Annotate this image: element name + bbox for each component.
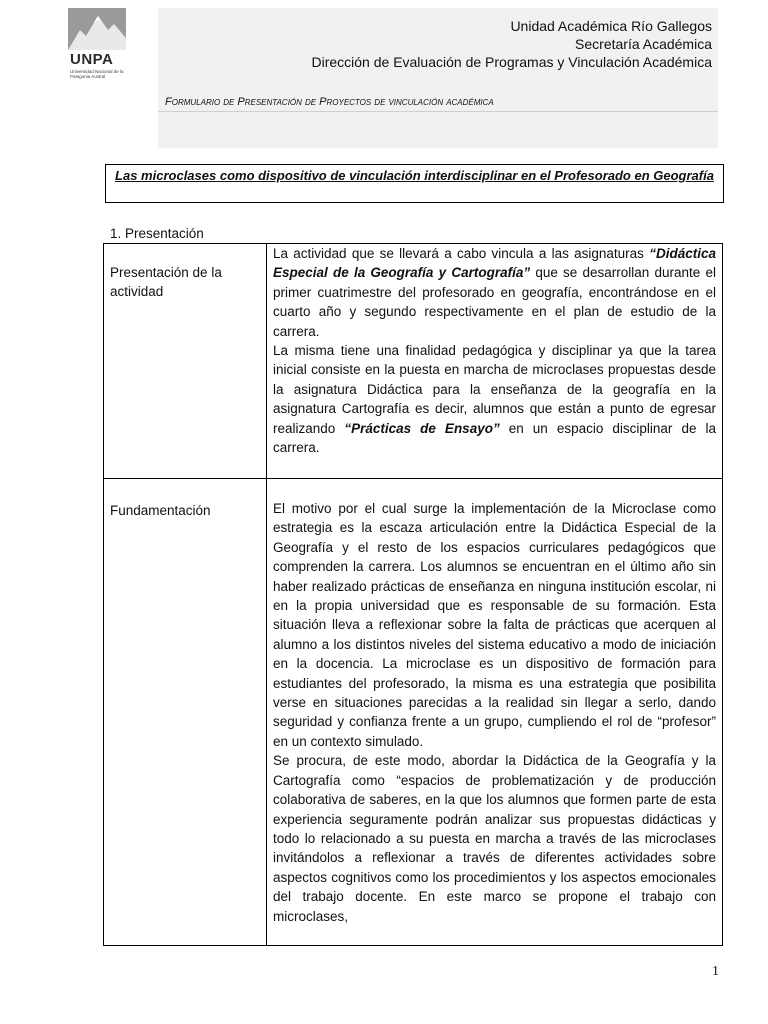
presentation-table xyxy=(103,243,723,946)
page-number: 1 xyxy=(712,964,719,979)
row-label xyxy=(104,244,267,479)
paragraph: Se procura, de este modo, abordar la Didáctica de la Geografía y la Cartografía como “espacios de problematización y de producción colaborativa de saberes, en la que los alumnos que formen parte de esta experiencia seguramente podrán analizar sus propuestas didácticas y todo lo relacionado a su puesta en marcha a través de las microclases invitándolos a reflexionar a través de diferentes actividades sobre aspectos cognitivos como los procedimientos y los aspectos emocionales del trabajo docente. En este marco se propone el trabajo con microclases, xyxy=(273,753,716,924)
table-row xyxy=(104,479,723,946)
form-title: Formulario de Presentación de Proyectos de vinculación académica xyxy=(165,96,494,108)
row-label-text: Presentación de la actividad xyxy=(110,265,222,300)
paragraph: El motivo por el cual surge la implementación de la Microclase como estrategia es la escaza articulación entre la Didáctica Especial de la Geografía y el resto de los espacios curriculares pedagógicos que comprenden la carrera. Los alumnos se encuentran en el último año sin haber realizado prácticas de enseñanza en ninguna institución escolar, ni en la propia universidad que es responsable de su formación. Esta situación lleva a reflexionar sobre la falta de prácticas que acerquen al alumno a los distintos niveles del sistema educativo a modo de iniciación en la docencia. La microclase es un dispositivo de formación para estudiantes del profesorado, la misma es una estrategia que posibilita verse en situaciones parecidas a la realidad sin llegar a serlo, dando seguridad y confianza frente a un grupo, cumpliendo el rol de “profesor” en un contexto simulado. xyxy=(273,501,716,749)
mountain-logo-icon xyxy=(68,8,126,50)
text-run: La misma tiene una finalidad pedagógica y disciplinar ya que la tarea inicial consiste en la puesta en marcha de microclases propuestas desde la asignatura Didáctica para la enseñanza de la geografía en la asignatura Cartografía es decir, alumnos que están a punto de egresar realizando xyxy=(273,343,716,436)
table-row xyxy=(104,244,723,479)
section-heading: 1. Presentación xyxy=(110,226,204,241)
row-label-text: Fundamentación xyxy=(110,503,211,518)
paragraph xyxy=(273,244,716,341)
header-secretary: Secretaría Académica xyxy=(575,36,712,52)
text-run: La actividad que se llevará a cabo vincula a las asignaturas xyxy=(273,246,650,261)
row-content xyxy=(267,244,723,479)
emphasis-run: “Prácticas de Ensayo” xyxy=(344,420,500,436)
header-direction: Dirección de Evaluación de Programas y Vinculación Académica xyxy=(311,54,712,70)
emphasis-run: “Didáctica Especial de la Geografía y Cartografía” xyxy=(273,246,716,281)
logo-subtitle: Universidad Nacional de la Patagonia Austral xyxy=(70,69,124,79)
project-title: Las microclases como dispositivo de vinculación interdisciplinar en el Profesorado en Geografía xyxy=(105,164,724,203)
text-run: que se desarrollan durante el primer cuatrimestre del profesorado en geografía, encontrándose en el cuarto año y segundo respectivamente en el plan de estudio de la carrera. xyxy=(273,265,716,339)
row-content-clip xyxy=(273,483,716,945)
row-content xyxy=(267,479,723,946)
header-rule xyxy=(158,111,718,112)
logo-name: UNPA xyxy=(70,51,114,68)
paragraph xyxy=(273,341,716,457)
row-label xyxy=(104,479,267,946)
header-unit: Unidad Académica Río Gallegos xyxy=(510,18,712,34)
text-run: en un espacio disciplinar de la carrera. xyxy=(273,420,717,456)
unpa-logo xyxy=(68,8,128,84)
